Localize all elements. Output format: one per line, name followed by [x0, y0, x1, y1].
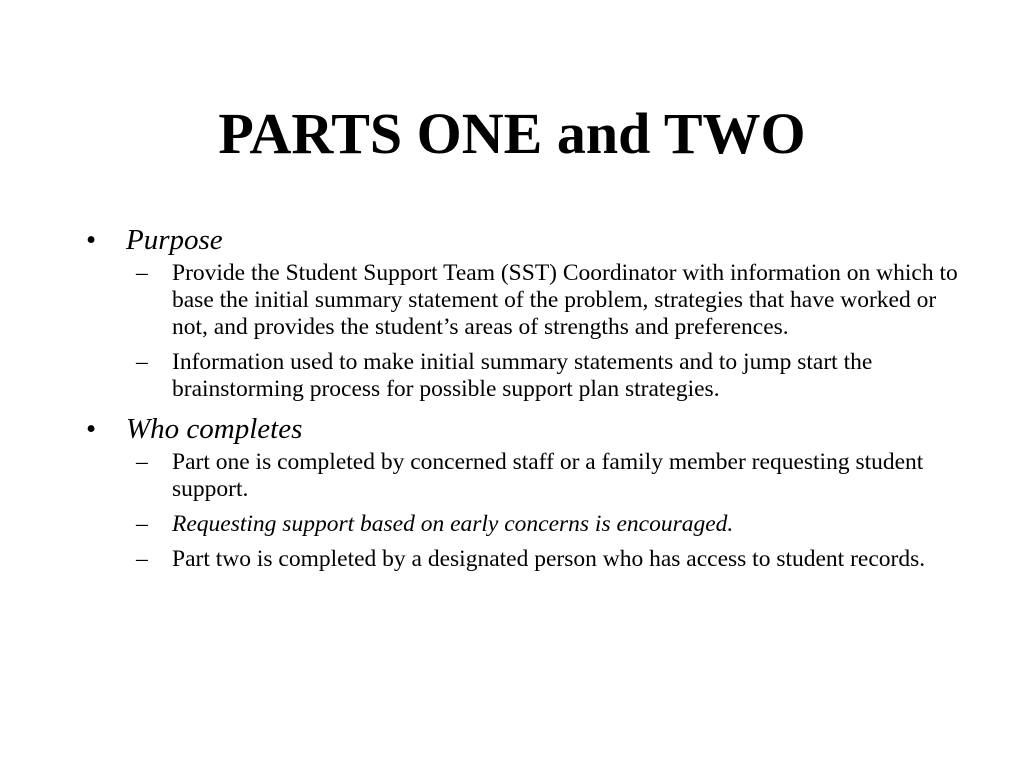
bullet-glyph: •	[86, 413, 97, 445]
sub-item	[86, 349, 966, 403]
dash-glyph: –	[136, 349, 148, 375]
sub-item	[86, 546, 966, 573]
sub-item-text: Requesting support based on early concerns is encouraged.	[172, 511, 734, 537]
dash-glyph: –	[136, 546, 148, 572]
dash-glyph: –	[136, 260, 148, 286]
bullet-purpose	[86, 222, 966, 258]
sub-item	[86, 511, 966, 538]
sub-item-text: Information used to make initial summary statements and to jump start the brainstorming process for possible support plan strategies.	[172, 349, 873, 402]
sub-item	[86, 260, 966, 341]
dash-glyph: –	[136, 449, 148, 475]
bullet-heading-who-completes: Who completes	[126, 413, 303, 445]
bullet-heading-purpose: Purpose	[126, 224, 223, 256]
sub-item-text: Part two is completed by a designated person who has access to student records.	[172, 546, 926, 572]
sub-list-purpose	[86, 260, 966, 403]
sub-list-who-completes	[86, 449, 966, 573]
bullet-who-completes	[86, 411, 966, 447]
dash-glyph: –	[136, 511, 148, 537]
sub-item	[86, 449, 966, 503]
slide-title: PARTS ONE and TWO	[218, 101, 806, 166]
slide-content	[86, 222, 966, 581]
sub-item-text: Part one is completed by concerned staff or a family member requesting student support.	[172, 449, 924, 502]
bullet-glyph: •	[86, 224, 97, 256]
sub-item-text: Provide the Student Support Team (SST) Coordinator with information on which to base the initial summary statement of the problem, strategies that have worked or not, and provides the student’s areas of strengths and preferences.	[172, 260, 958, 340]
